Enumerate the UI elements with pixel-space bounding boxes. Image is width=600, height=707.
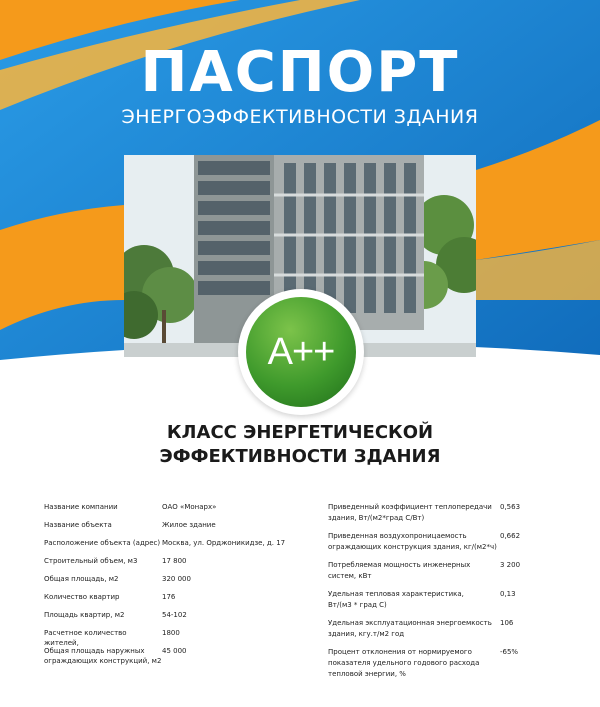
row-label xyxy=(44,556,162,574)
row-label-line: Общая площадь наружных xyxy=(44,647,145,655)
row-label-line: показателя удельного годового расхода xyxy=(328,659,480,667)
row-value xyxy=(500,647,568,687)
class-heading xyxy=(0,421,600,469)
row-value-line: 0,563 xyxy=(500,503,521,511)
row-label xyxy=(44,610,162,628)
table-row xyxy=(328,618,568,647)
row-label xyxy=(44,520,162,538)
row-value xyxy=(162,556,294,574)
row-value xyxy=(500,531,568,560)
row-label xyxy=(328,618,500,647)
row-label xyxy=(44,502,162,520)
table-row xyxy=(44,628,294,646)
row-label-line: Удельная эксплуатационная энергоемкость xyxy=(328,619,492,627)
row-label-line: здания, кгу.т/м2 год xyxy=(328,630,405,638)
row-value xyxy=(162,592,294,610)
row-value-line: Москва, ул. Орджоникидзе, д. 17 xyxy=(162,539,286,547)
building-info-table xyxy=(44,502,294,674)
row-label-line: Название компании xyxy=(44,503,118,511)
table-row xyxy=(44,574,294,592)
row-value-line: ОАО «Монарх» xyxy=(162,503,217,511)
row-value xyxy=(500,618,568,647)
table-row xyxy=(44,538,294,556)
row-label-line: Общая площадь, м2 xyxy=(44,575,119,583)
row-label-line: Приведенная воздухопроницаемость xyxy=(328,532,467,540)
row-label-line: здания, Вт/(м2*град С/Вт) xyxy=(328,514,425,522)
row-label-line: ограждающих конструкций, м2 xyxy=(44,657,162,665)
row-value xyxy=(162,502,294,520)
row-value-line: 17 800 xyxy=(162,557,187,565)
row-label xyxy=(44,538,162,556)
row-label xyxy=(328,589,500,618)
table-row xyxy=(44,646,294,674)
row-value xyxy=(162,538,294,556)
table-row xyxy=(44,502,294,520)
row-value-line: 3 200 xyxy=(500,561,521,569)
row-value-line: -65% xyxy=(500,648,519,656)
table-row xyxy=(44,610,294,628)
class-heading-line-2: ЭФФЕКТИВНОСТИ ЗДАНИЯ xyxy=(159,446,441,467)
table-row xyxy=(328,531,568,560)
table-row xyxy=(328,560,568,589)
energy-class-circle xyxy=(246,297,356,407)
row-value xyxy=(500,560,568,589)
table-row xyxy=(44,520,294,538)
table-row xyxy=(328,647,568,687)
row-label-line: Удельная тепловая характеристика, xyxy=(328,590,464,598)
table-row xyxy=(44,556,294,574)
row-value-line: 54-102 xyxy=(162,611,187,619)
row-label-line: Вт/(м3 * град С) xyxy=(328,601,387,609)
row-value-line: 176 xyxy=(162,593,176,601)
row-value xyxy=(162,574,294,592)
row-label xyxy=(44,592,162,610)
row-label-line: тепловой энергии, % xyxy=(328,670,406,678)
row-value xyxy=(500,502,568,531)
table-row xyxy=(328,589,568,618)
row-value xyxy=(162,520,294,538)
row-value xyxy=(500,589,568,618)
row-value xyxy=(162,646,294,674)
row-label xyxy=(44,646,162,674)
row-value xyxy=(162,610,294,628)
row-label-line: Приведенный коэффициент теплопередачи xyxy=(328,503,492,511)
row-label-line: Строительный объем, м3 xyxy=(44,557,138,565)
page-title: ПАСПОРТ xyxy=(140,40,460,105)
row-value-line: 106 xyxy=(500,619,514,627)
row-value-line: 45 000 xyxy=(162,647,187,655)
row-label xyxy=(328,560,500,589)
row-label xyxy=(44,574,162,592)
row-value-line: 320 000 xyxy=(162,575,191,583)
row-label-line: ограждающих конструкция здания, кг/(м2*ч) xyxy=(328,543,497,551)
class-heading-line-1: КЛАСС ЭНЕРГЕТИЧЕСКОЙ xyxy=(166,422,434,443)
row-value-line: 1800 xyxy=(162,629,180,637)
row-label xyxy=(328,647,500,687)
energy-class-value: A++ xyxy=(267,330,335,373)
energy-indicators-table xyxy=(328,502,568,687)
row-label-line: Потребляемая мощность инженерных xyxy=(328,561,471,569)
row-label-line: Площадь квартир, м2 xyxy=(44,611,125,619)
table-row xyxy=(44,592,294,610)
table-row xyxy=(328,502,568,531)
page-subtitle: ЭНЕРГОЭФФЕКТИВНОСТИ ЗДАНИЯ xyxy=(121,106,479,128)
row-label-line: Название объекта xyxy=(44,521,112,529)
row-label-line: Расположение объекта (адрес) xyxy=(44,539,161,547)
row-label-line: Количество квартир xyxy=(44,593,120,601)
row-label-line: Расчетное количество жителей, xyxy=(44,629,127,647)
row-label-line: Процент отклонения от нормируемого xyxy=(328,648,472,656)
row-label-line: систем, кВт xyxy=(328,572,372,580)
row-value-line: Жилое здание xyxy=(162,521,216,529)
row-value xyxy=(162,628,294,646)
energy-class-badge xyxy=(238,289,364,415)
row-label xyxy=(328,531,500,560)
row-value-line: 0,13 xyxy=(500,590,516,598)
row-value-line: 0,662 xyxy=(500,532,521,540)
row-label xyxy=(44,628,162,646)
row-label xyxy=(328,502,500,531)
